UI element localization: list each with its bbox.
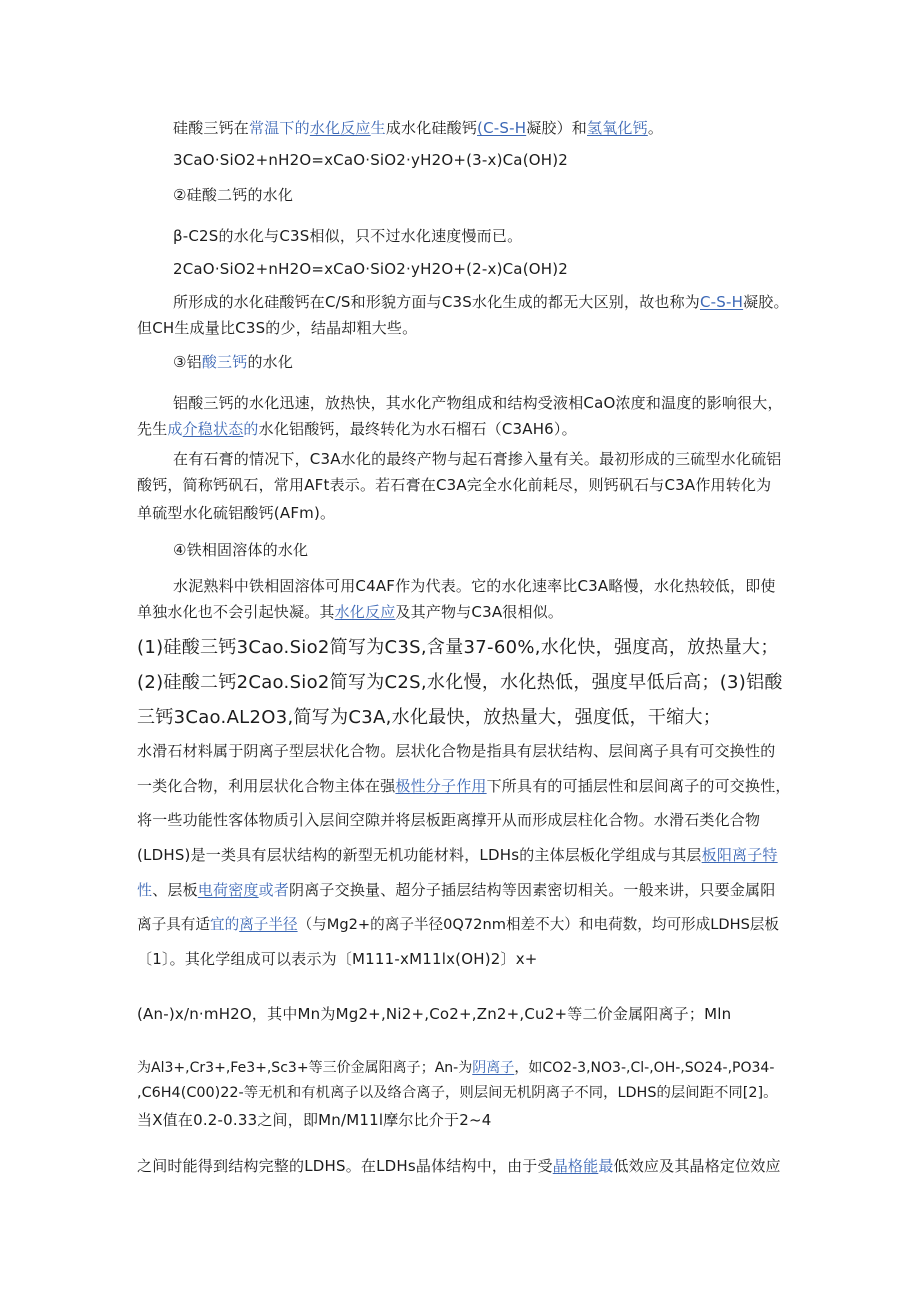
- highlighted-text: 常温下的: [249, 119, 310, 137]
- text-segment: 所形成的水化硅酸钙在C/S和形貌方面与C3S水化生成的都无大区别，故也称为: [173, 293, 700, 311]
- text-line: [173, 150, 568, 170]
- text-line: [137, 776, 791, 796]
- text-segment: （与Mg2+的离子半径0Q72nm相差不大）和电荷数，均可形成LDHS层板: [297, 916, 780, 933]
- text-segment: 在有石膏的情况下，C3A水化的最终产物与起石膏掺入量有关。最初形成的三硫型水化硫铝: [173, 450, 782, 468]
- text-segment: 离子具有适: [137, 916, 210, 933]
- hyperlink[interactable]: 水化反应: [309, 119, 371, 137]
- text-segment: 当X值在0.2-0.33之间，即Mn/M11l摩尔比介于2~4: [137, 1111, 492, 1129]
- text-segment: 为Al3+,Cr3+,Fe3+,Sc3+等三价金属阳离子；An-为: [137, 1060, 473, 1076]
- text-segment: 〔1〕。其化学组成可以表示为〔M111-xM11lx(OH)2〕x+: [137, 950, 538, 968]
- text-segment: 及其产物与C3A很相似。: [395, 603, 564, 621]
- text-segment: ③铝: [173, 353, 202, 371]
- text-line: [137, 1083, 777, 1103]
- text-line: [137, 915, 779, 935]
- text-segment: 之间时能得到结构完整的LDHS。在LDHs晶体结构中，由于受: [137, 1157, 553, 1175]
- highlighted-text: 宜的: [209, 916, 240, 933]
- text-segment: 单硫型水化硫铝酸钙(AFm)。: [137, 504, 336, 522]
- text-segment: 铝酸三钙的水化迅速，放热快，其水化产物组成和结构受液相CaO浓度和温度的影响很大，: [173, 394, 783, 412]
- text-line: [137, 419, 577, 439]
- text-line: [173, 259, 568, 279]
- text-segment: ②硅酸二钙的水化: [173, 186, 294, 204]
- text-segment: ④铁相固溶体的水化: [173, 541, 309, 559]
- text-line: [137, 636, 779, 660]
- text-line: [173, 393, 783, 413]
- text-segment: (1)硅酸三钙3Cao.Sio2简写为C3S,含量37-60%,水化快，强度高，放热量大；: [137, 637, 779, 658]
- text-segment: 先生: [137, 420, 168, 438]
- text-line: [137, 1110, 492, 1130]
- text-segment: 三钙3Cao.AL2O3,简写为C3A,水化最快，放热量大，强度低，干缩大；: [137, 707, 722, 728]
- text-line: [137, 949, 538, 969]
- text-segment: 、层板: [152, 881, 198, 899]
- hyperlink[interactable]: (C-S-H: [477, 119, 527, 137]
- text-segment: ,C6H4(C00)22-等无机和有机离子以及络合离子，则层间无机阴离子不同，LDHS的层间距不同[2]。: [137, 1085, 778, 1101]
- text-line: [137, 845, 778, 865]
- text-segment: 凝胶。: [743, 293, 789, 311]
- text-segment: 水泥熟料中铁相固溶体可用C4AF作为代表。它的水化速率比C3A略慢，水化热较低，即使: [173, 577, 776, 595]
- text-segment: 2CaO·SiO2+nH2O=xCaO·SiO2·yH2O+(2-x)Ca(OH)2: [173, 260, 569, 278]
- text-segment: 将一些功能性客体物质引入层间空隙并将层板距离撑开从而形成层柱化合物。水滑石类化合物: [137, 811, 761, 829]
- text-segment: 硅酸三钙在: [173, 119, 250, 137]
- text-segment: 但CH生成量比C3S的少，结晶却粗大些。: [137, 319, 418, 337]
- hyperlink[interactable]: 介稳状态: [182, 420, 244, 438]
- text-segment: 下所具有的可插层性和层间离子的可交换性，: [486, 777, 791, 795]
- text-segment: 水化铝酸钙，最终转化为水石榴石（C3AH6）。: [258, 420, 577, 438]
- hyperlink[interactable]: 氢氧化钙: [587, 119, 648, 137]
- text-segment: 低效应及其晶格定位效应: [613, 1157, 781, 1175]
- text-line: [137, 475, 771, 495]
- text-segment: 单独水化也不会引起快凝。其: [137, 603, 335, 621]
- text-line: [137, 503, 335, 523]
- text-segment: (2)硅酸二钙2Cao.Sio2简写为C2S,水化慢，水化热低，强度早低后高；(3)铝酸: [137, 672, 783, 693]
- text-line: [137, 1004, 731, 1024]
- highlighted-text: 最: [598, 1157, 614, 1175]
- text-segment: (LDHS)是一类具有层状结构的新型无机功能材料，LDHs的主体层板化学组成与其层: [137, 846, 702, 864]
- text-line: [137, 318, 417, 338]
- text-line: [173, 118, 663, 138]
- highlighted-text: 性: [137, 881, 153, 899]
- text-line: [137, 671, 783, 695]
- text-segment: 成水化硅酸钙: [385, 119, 478, 137]
- text-line: [137, 1156, 781, 1176]
- text-line: [137, 1058, 774, 1078]
- hyperlink[interactable]: 阴离子: [472, 1060, 515, 1076]
- text-segment: 。: [647, 119, 664, 137]
- hyperlink[interactable]: 板阳离子特: [701, 846, 778, 864]
- text-line: [173, 185, 293, 205]
- text-line: [137, 706, 721, 730]
- text-segment: 凝胶）和: [526, 119, 588, 137]
- hyperlink[interactable]: 晶格能: [552, 1157, 599, 1175]
- hyperlink[interactable]: 电荷密度: [197, 881, 259, 899]
- text-line: [137, 741, 775, 761]
- text-segment: β-C2S的水化与C3S相似，只不过水化速度慢而已。: [173, 227, 523, 245]
- highlighted-text: 或者: [258, 881, 290, 899]
- highlighted-text: 成: [167, 420, 183, 438]
- text-line: [173, 292, 789, 312]
- hyperlink[interactable]: C-S-H: [700, 293, 744, 311]
- text-segment: 阴离子交换量、超分子插层结构等因素密切相关。一般来讲，只要金属阳: [289, 881, 776, 899]
- text-line: [173, 226, 522, 246]
- text-line: [173, 576, 776, 596]
- highlighted-text: 生: [370, 119, 386, 137]
- text-segment: 的水化: [247, 353, 294, 371]
- text-line: [137, 810, 760, 830]
- text-line: [173, 540, 308, 560]
- text-line: [173, 449, 781, 469]
- text-segment: 酸钙，简称钙矾石，常用AFt表示。若石膏在C3A完全水化前耗尽，则钙矾石与C3A作用转化为: [137, 476, 772, 494]
- text-line: [137, 880, 775, 900]
- text-line: [137, 602, 563, 622]
- text-segment: ，如CO2-3,NO3-,Cl-,OH-,SO24-,PO34-: [514, 1060, 775, 1076]
- hyperlink[interactable]: 水化反应: [334, 603, 396, 621]
- highlighted-text: 的: [243, 420, 259, 438]
- text-segment: 水滑石材料属于阴离子型层状化合物。层状化合物是指具有层状结构、层间离子具有可交换性的: [137, 742, 776, 760]
- text-segment: 3CaO·SiO2+nH2O=xCaO·SiO2·yH2O+(3-x)Ca(OH)2: [173, 151, 569, 169]
- text-segment: 一类化合物，利用层状化合物主体在强: [137, 777, 396, 795]
- text-line: [173, 352, 293, 372]
- highlighted-text: 酸三钙: [201, 353, 248, 371]
- hyperlink[interactable]: 极性分子作用: [395, 777, 487, 795]
- text-segment: (An-)x/n·mH2O，其中Mn为Mg2+,Ni2+,Co2+,Zn2+,Cu2+等二价金属阳离子；Mln: [137, 1005, 732, 1023]
- hyperlink[interactable]: 离子半径: [239, 916, 298, 933]
